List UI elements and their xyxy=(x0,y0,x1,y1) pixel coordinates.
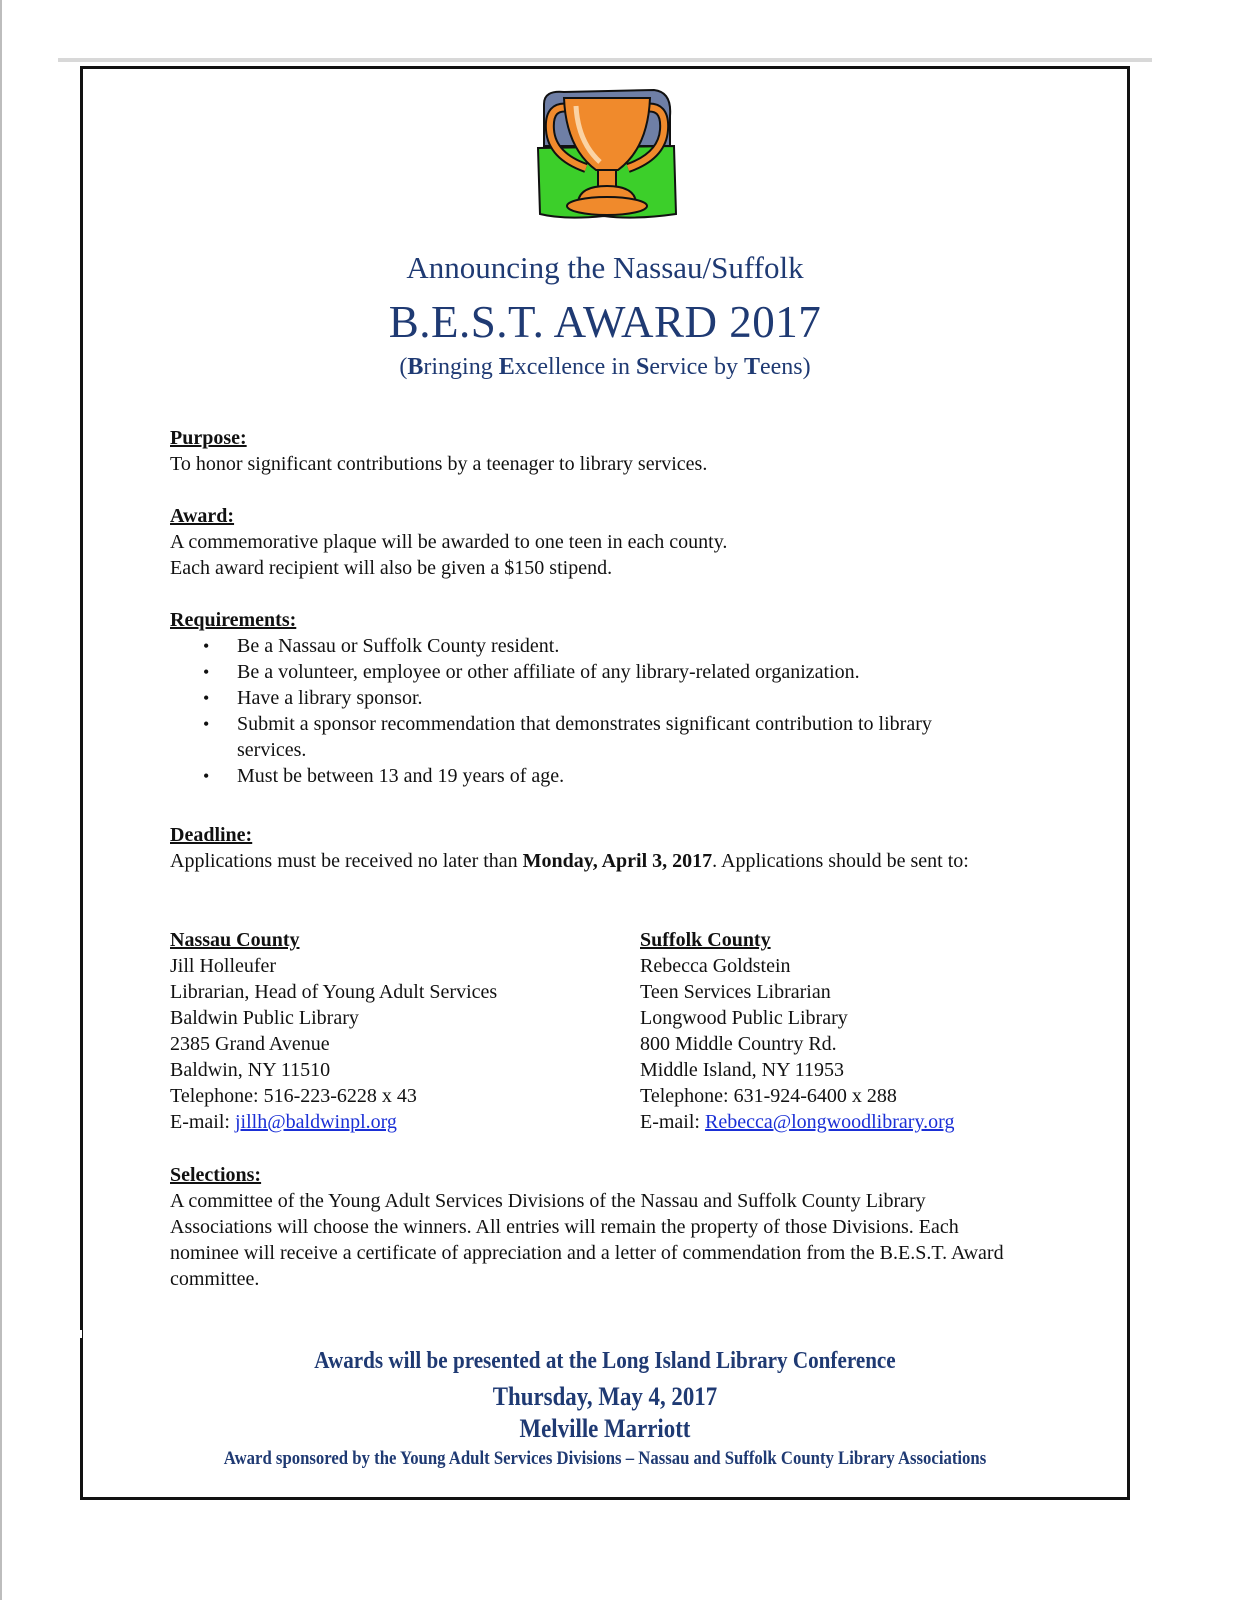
contact-phone: Telephone: 516-223-6228 x 43 xyxy=(170,1085,417,1107)
award-line: A commemorative plaque will be awarded to one teen in each county. xyxy=(170,531,728,553)
requirements-list xyxy=(170,633,997,789)
footer-venue-line: Melville Marriott xyxy=(519,1414,691,1443)
contact-name: Rebecca Goldstein xyxy=(640,955,791,977)
contact-phone: Telephone: 631-924-6400 x 288 xyxy=(640,1085,897,1107)
contact-title: Librarian, Head of Young Adult Services xyxy=(170,981,498,1003)
contact-street: 2385 Grand Avenue xyxy=(170,1033,330,1055)
selections-text: A committee of the Young Adult Services Divisions of the Nassau and Suffolk County Library Associations will choose the winners. All entries will remain the property of those Divisions. Each nominee will receive a certificate of appreciation and a letter of commendation from the B.E.S.T. Award committee. xyxy=(170,1190,1004,1290)
award-acronym-subtitle: (Bringing Excellence in Service by Teens) xyxy=(399,354,811,380)
selections-section xyxy=(170,1162,1030,1292)
contact-city: Middle Island, NY 11953 xyxy=(640,1059,845,1081)
contact-library: Baldwin Public Library xyxy=(170,1007,359,1029)
nassau-contact xyxy=(170,927,497,1135)
footer-date-line: Thursday, May 4, 2017 xyxy=(492,1382,718,1411)
suffolk-email-link[interactable]: Rebecca@longwoodlibrary.org xyxy=(704,1111,955,1133)
announcing-line: Announcing the Nassau/Suffolk xyxy=(406,250,804,285)
list-item: • Be a volunteer, employee or other affiliate of any library-related organization. xyxy=(237,659,997,685)
contact-email-row: E-mail: Rebecca@longwoodlibrary.org xyxy=(640,1111,955,1133)
border-notch-left xyxy=(78,1330,82,1338)
footer-conference-line: Awards will be presented at the Long Island Library Conference xyxy=(314,1348,896,1374)
contact-library: Longwood Public Library xyxy=(640,1007,848,1029)
requirements-section xyxy=(170,607,1070,789)
list-item: • Be a Nassau or Suffolk County resident. xyxy=(237,633,997,659)
trophy-icon xyxy=(534,86,680,222)
viewer-left-edge xyxy=(0,0,2,1600)
list-item: • Have a library sponsor. xyxy=(237,685,997,711)
purpose-text: To honor significant contributions by a teenager to library services. xyxy=(170,453,708,475)
selections-heading: Selections: xyxy=(170,1164,262,1186)
contact-title: Teen Services Librarian xyxy=(640,981,831,1003)
suffolk-heading: Suffolk County xyxy=(640,929,771,951)
deadline-text: Applications must be received no later than Monday, April 3, 2017. Applications should be sent to: xyxy=(170,850,969,872)
suffolk-contact xyxy=(640,927,954,1135)
contact-name: Jill Holleufer xyxy=(170,955,277,977)
award-title: B.E.S.T. AWARD 2017 xyxy=(388,297,822,347)
deadline-date: Monday, April 3, 2017 xyxy=(522,850,713,872)
border-notch-right xyxy=(1130,1330,1134,1338)
list-item: • Submit a sponsor recommendation that demonstrates significant contribution to library services. xyxy=(237,711,997,763)
deadline-section xyxy=(170,822,1050,874)
nassau-email-link[interactable]: jillh@baldwinpl.org xyxy=(234,1111,397,1133)
contact-email-row: E-mail: jillh@baldwinpl.org xyxy=(170,1111,397,1133)
award-heading: Award: xyxy=(170,505,235,527)
nassau-heading: Nassau County xyxy=(170,929,300,951)
award-line: Each award recipient will also be given a $150 stipend. xyxy=(170,557,613,579)
contact-city: Baldwin, NY 11510 xyxy=(170,1059,331,1081)
list-item: • Must be between 13 and 19 years of age. xyxy=(237,763,997,789)
page-top-rule xyxy=(58,58,1152,62)
contact-street: 800 Middle Country Rd. xyxy=(640,1033,837,1055)
award-section xyxy=(170,503,1070,581)
requirements-heading: Requirements: xyxy=(170,609,297,631)
deadline-heading: Deadline: xyxy=(170,824,253,846)
purpose-section xyxy=(170,425,1070,477)
footer-sponsor-line: Award sponsored by the Young Adult Services Divisions – Nassau and Suffolk County Library Associations xyxy=(223,1448,987,1469)
purpose-heading: Purpose: xyxy=(170,427,247,449)
